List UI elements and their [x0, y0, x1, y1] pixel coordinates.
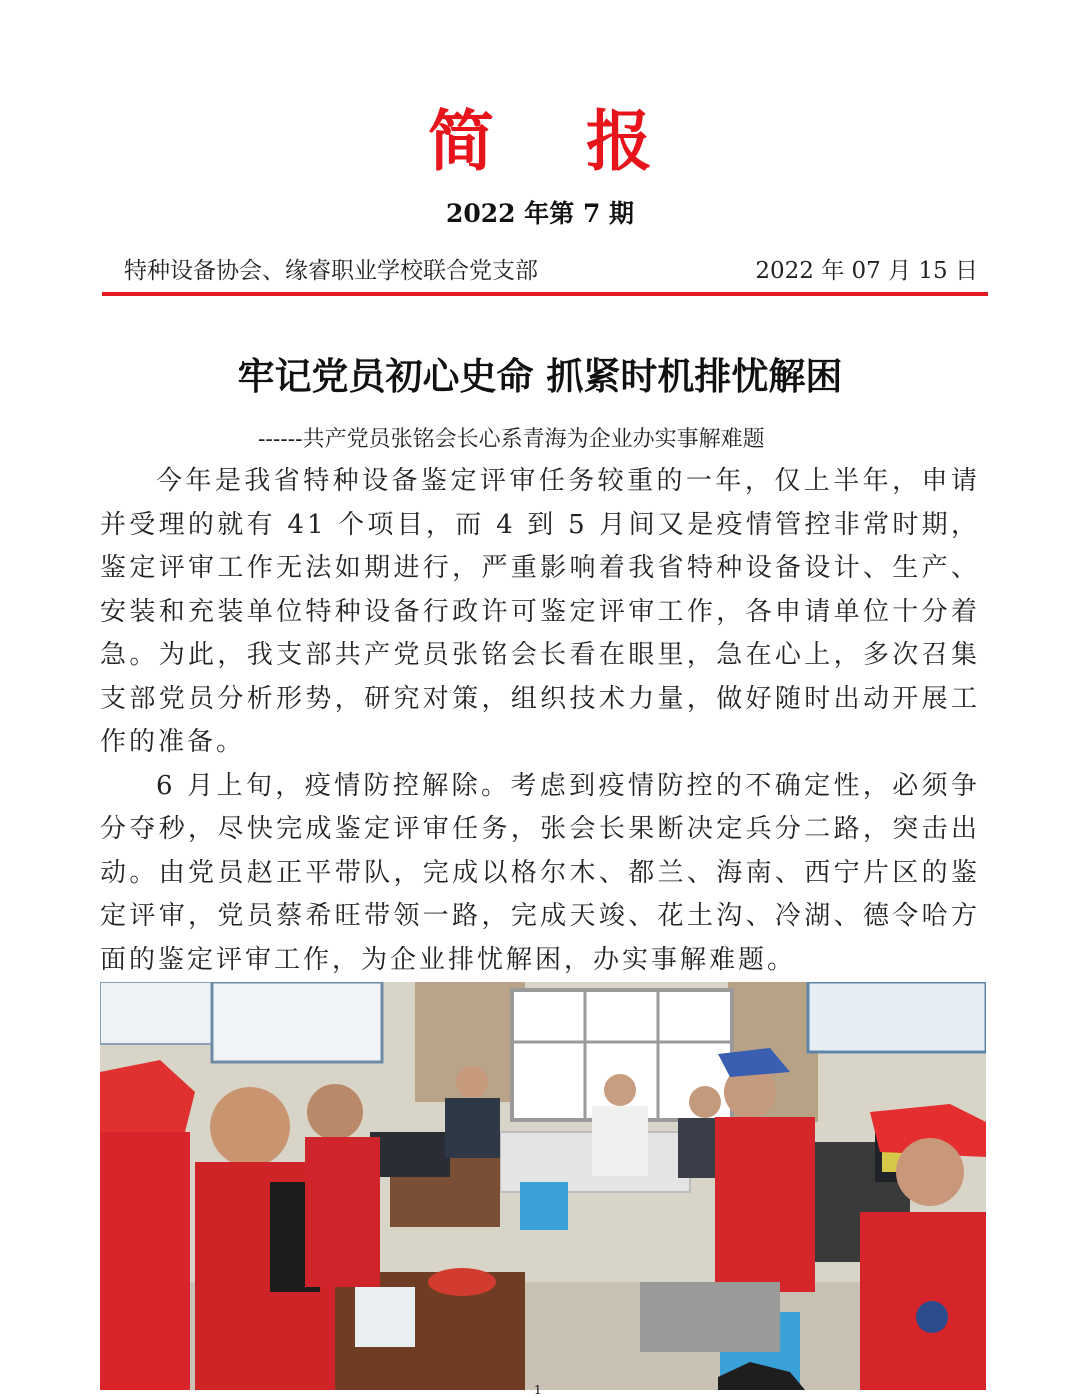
page-number: 1	[534, 1383, 542, 1397]
article-headline: 牢记党员初心史命 抓紧时机排忧解困	[237, 355, 843, 398]
notice-board	[808, 982, 986, 1052]
watermelon-plate	[428, 1268, 496, 1296]
article-body	[100, 460, 980, 982]
person-body	[592, 1106, 648, 1176]
header-divider	[102, 292, 988, 296]
publish-date: 2022 年 07 月 15 日	[755, 258, 978, 284]
article-subheadline: ------共产党员张铭会长心系青海为企业办实事解难题	[258, 427, 765, 452]
masthead-title	[0, 100, 1080, 184]
badge-icon	[916, 1301, 948, 1333]
organization-name: 特种设备协会、缘睿职业学校联合党支部	[124, 258, 538, 284]
notice-board	[212, 982, 382, 1062]
person-head	[689, 1086, 721, 1118]
issue-number: 2022 年第 7 期	[445, 199, 635, 228]
monitor	[370, 1132, 450, 1177]
blue-stool	[520, 1182, 568, 1230]
meeting-photo	[100, 982, 986, 1390]
person-red-uniform	[100, 1132, 190, 1390]
meeting-photo-illustration	[100, 982, 986, 1390]
masthead-title-left: 简	[428, 103, 494, 180]
person-trousers	[640, 1282, 780, 1352]
person-red-uniform	[860, 1212, 986, 1390]
water-bottles	[355, 1287, 415, 1347]
person-head	[210, 1087, 290, 1167]
person-body	[445, 1098, 500, 1158]
article-paragraph: 今年是我省特种设备鉴定评审任务较重的一年，仅上半年，申请并受理的就有 41 个项目，而 4 到 5 月间又是疫情管控非常时期，鉴定评审工作无法如期进行，严重影响着我省特种设备设计、生产、安装和充装单位特种设备行政许可鉴定评审工作，各申请单位十分着急。为此，我支部共产党员张铭会长看在眼里，急在心上，多次召集支部党员分析形势，研究对策，组织技术力量，做好随时出动开展工作的准备。	[100, 466, 980, 757]
person-head	[896, 1138, 964, 1206]
person-head	[604, 1074, 636, 1106]
person-red-uniform	[715, 1117, 815, 1292]
masthead-title-right: 报	[586, 103, 652, 180]
notice-board	[100, 982, 212, 1044]
person-head	[307, 1084, 363, 1140]
person-red-uniform	[305, 1137, 380, 1287]
person-head	[456, 1066, 488, 1098]
article-paragraph: 6 月上旬，疫情防控解除。考虑到疫情防控的不确定性，必须争分夺秒，尽快完成鉴定评审任务，张会长果断决定兵分二路，突击出动。由党员赵正平带队，完成以格尔木、都兰、海南、西宁片区的鉴定评审，党员蔡希旺带领一路，完成天竣、花土沟、冷湖、德令哈方面的鉴定评审工作，为企业排忧解困，办实事解难题。	[100, 770, 980, 975]
